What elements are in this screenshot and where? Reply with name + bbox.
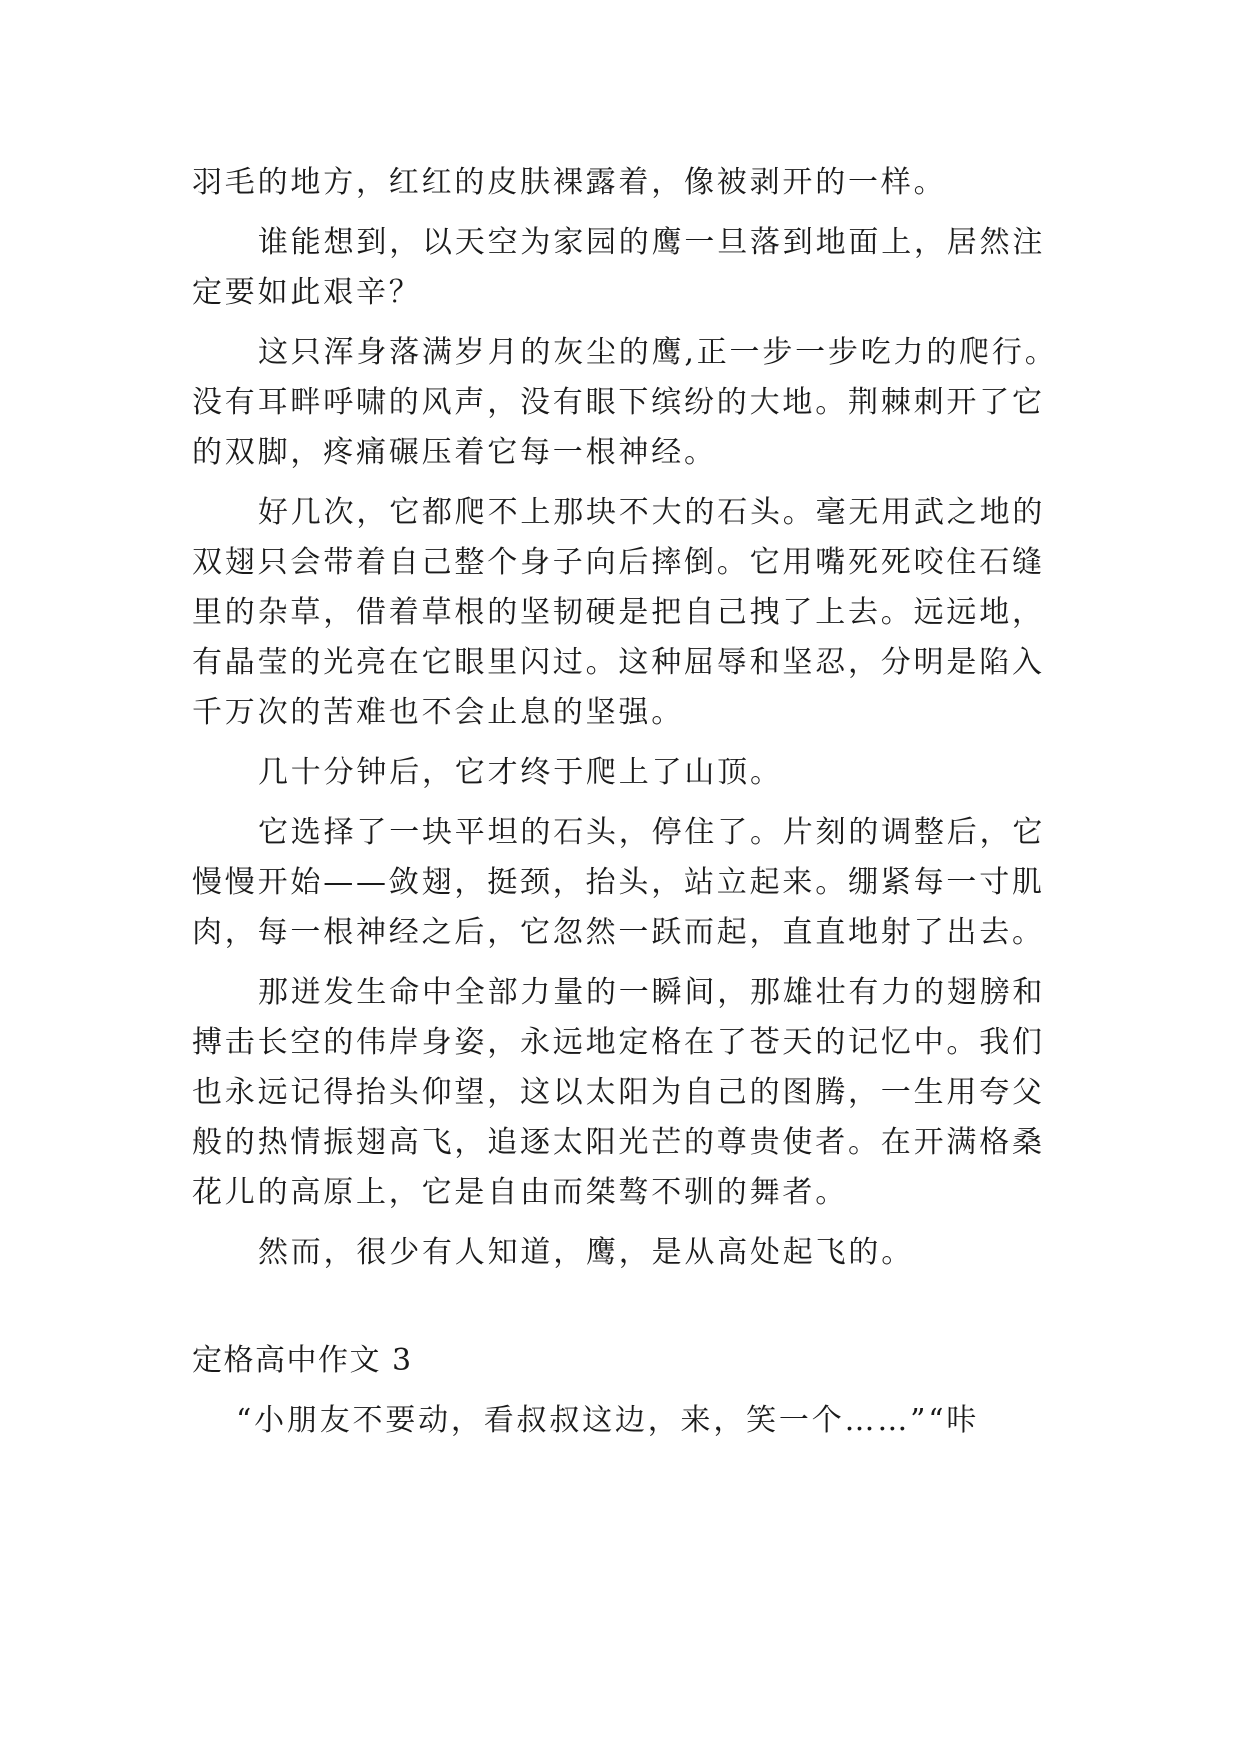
- text-line: 谁能想到，以天空为家园的鹰一旦落到地面上，居然注: [258, 225, 1046, 260]
- text-line: 定要如此艰辛？: [192, 275, 422, 310]
- paragraph: [192, 1396, 1058, 1446]
- text-line: 羽毛的地方，红红的皮肤裸露着，像被剥开的一样。: [192, 165, 947, 200]
- text-line: 好几次，它都爬不上那块不大的石头。毫无用武之地的: [258, 495, 1046, 530]
- paragraph-gap: [192, 478, 1058, 488]
- paragraph: [192, 218, 1058, 318]
- text-line: 千万次的苦难也不会止息的坚强。: [192, 695, 684, 730]
- text-line: 也永远记得抬头仰望，这以太阳为自己的图腾，一生用夸父: [192, 1075, 1045, 1110]
- section-heading: 定格高中作文 3: [192, 1343, 413, 1378]
- text-line: 几十分钟后，它才终于爬上了山顶。: [258, 755, 783, 790]
- paragraph-gap: [192, 958, 1058, 968]
- text-line: 的双脚，疼痛碾压着它每一根神经。: [192, 435, 717, 470]
- text-line: 有晶莹的光亮在它眼里闪过。这种屈辱和坚忍，分明是陷入: [192, 645, 1045, 680]
- paragraph: [192, 1228, 1058, 1278]
- text-line: 慢慢开始——敛翅，挺颈，抬头，站立起来。绷紧每一寸肌: [192, 865, 1045, 900]
- text-line: “小朋友不要动，看叔叔这边，来，笑一个……”“咔: [236, 1403, 980, 1438]
- paragraph: [192, 808, 1058, 958]
- paragraph-gap: [192, 1386, 1058, 1396]
- text-line: 双翅只会带着自己整个身子向后摔倒。它用嘴死死咬住石缝: [192, 545, 1045, 580]
- text-line: 肉，每一根神经之后，它忽然一跃而起，直直地射了出去。: [192, 915, 1045, 950]
- paragraph-gap: [192, 208, 1058, 218]
- text-line: 它选择了一块平坦的石头，停住了。片刻的调整后，它: [258, 815, 1046, 850]
- paragraph-gap: [192, 1218, 1058, 1228]
- text-line: 然而，很少有人知道，鹰，是从高处起飞的。: [258, 1235, 914, 1270]
- section-gap: [192, 1278, 1058, 1336]
- text-line: 没有耳畔呼啸的风声，没有眼下缤纷的大地。荆棘刺开了它: [192, 385, 1045, 420]
- paragraph: [192, 158, 1058, 208]
- text-line: 搏击长空的伟岸身姿，永远地定格在了苍天的记忆中。我们: [192, 1025, 1045, 1060]
- paragraph: [192, 968, 1058, 1218]
- text-line: 那迸发生命中全部力量的一瞬间，那雄壮有力的翅膀和: [258, 975, 1046, 1010]
- text-line: 这只浑身落满岁月的灰尘的鹰,正一步一步吃力的爬行。: [258, 335, 1058, 370]
- paragraph-gap: [192, 738, 1058, 748]
- document-page: [192, 158, 1058, 1446]
- paragraph-gap: [192, 798, 1058, 808]
- paragraph: [192, 488, 1058, 738]
- text-line: 里的杂草，借着草根的坚韧硬是把自己拽了上去。远远地，: [192, 595, 1045, 630]
- paragraph-gap: [192, 318, 1058, 328]
- text-line: 花儿的高原上，它是自由而桀骜不驯的舞者。: [192, 1175, 848, 1210]
- paragraph: [192, 748, 1058, 798]
- text-line: 般的热情振翅高飞，追逐太阳光芒的尊贵使者。在开满格桑: [192, 1125, 1045, 1160]
- paragraph: [192, 328, 1058, 478]
